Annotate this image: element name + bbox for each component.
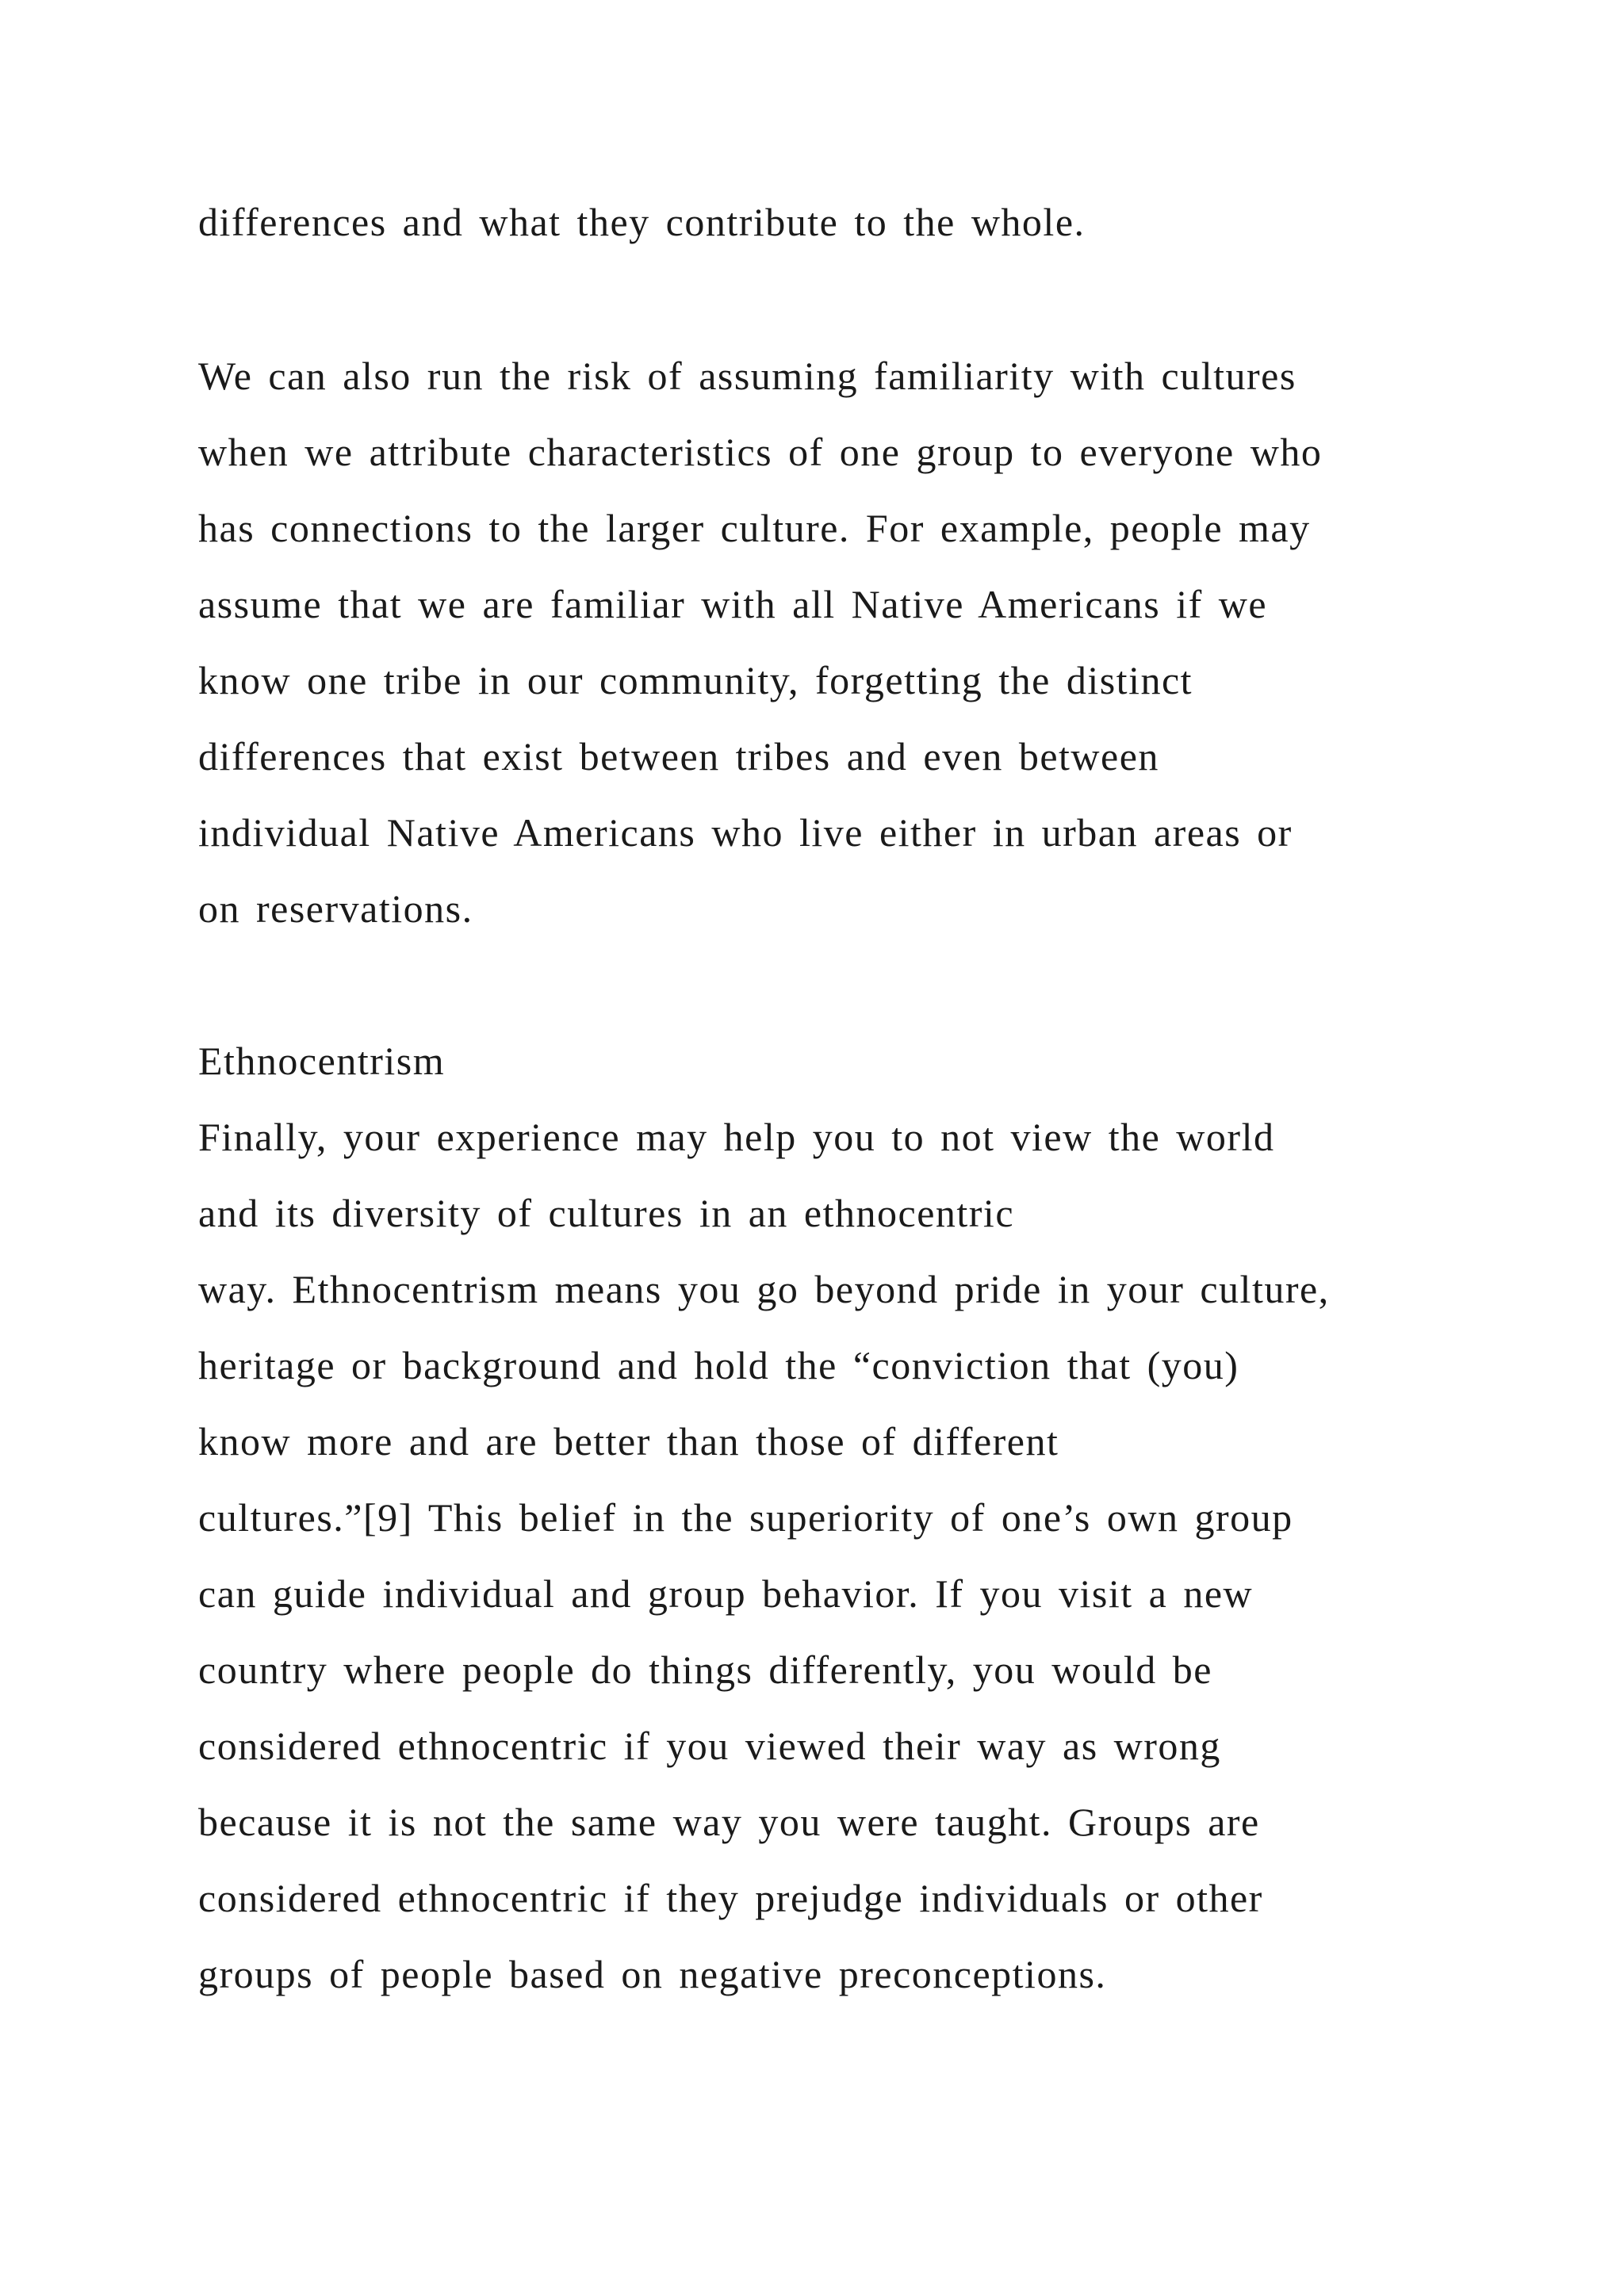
text-line: Finally, your experience may help you to not view the world [198,1115,1275,1159]
text-line: and its diversity of cultures in an ethnocentric [198,1191,1015,1235]
text-line: because it is not the same way you were taught. Groups are [198,1800,1260,1844]
text-line: country where people do things differently, you would be [198,1647,1212,1692]
text-line: on reservations. [198,886,473,931]
text-line: heritage or background and hold the “conviction that (you) [198,1343,1239,1387]
paragraph-intro [198,184,1435,260]
paragraph-familiarity [198,338,1435,947]
text-line: We can also run the risk of assuming familiarity with cultures [198,354,1297,398]
section-heading: Ethnocentrism [198,1039,446,1083]
text-line: individual Native Americans who live either in urban areas or [198,810,1293,855]
text-line: assume that we are familiar with all Native Americans if we [198,582,1268,626]
text-line: has connections to the larger culture. For example, people may [198,506,1311,550]
text-line: groups of people based on negative preconceptions. [198,1952,1107,1996]
text-line: considered ethnocentric if you viewed their way as wrong [198,1724,1221,1768]
text-line: know one tribe in our community, forgetting the distinct [198,658,1193,702]
text-line: differences and what they contribute to the whole. [198,200,1086,244]
text-line: considered ethnocentric if they prejudge individuals or other [198,1876,1263,1920]
text-line: differences that exist between tribes and even between [198,734,1159,779]
section-ethnocentrism [198,1023,1435,2012]
text-line: way. Ethnocentrism means you go beyond pride in your culture, [198,1267,1330,1311]
text-line: can guide individual and group behavior. If you visit a new [198,1571,1254,1616]
text-line: when we attribute characteristics of one group to everyone who [198,430,1323,474]
text-line: cultures.”[9] This belief in the superiority of one’s own group [198,1495,1293,1540]
text-line: know more and are better than those of different [198,1419,1059,1464]
